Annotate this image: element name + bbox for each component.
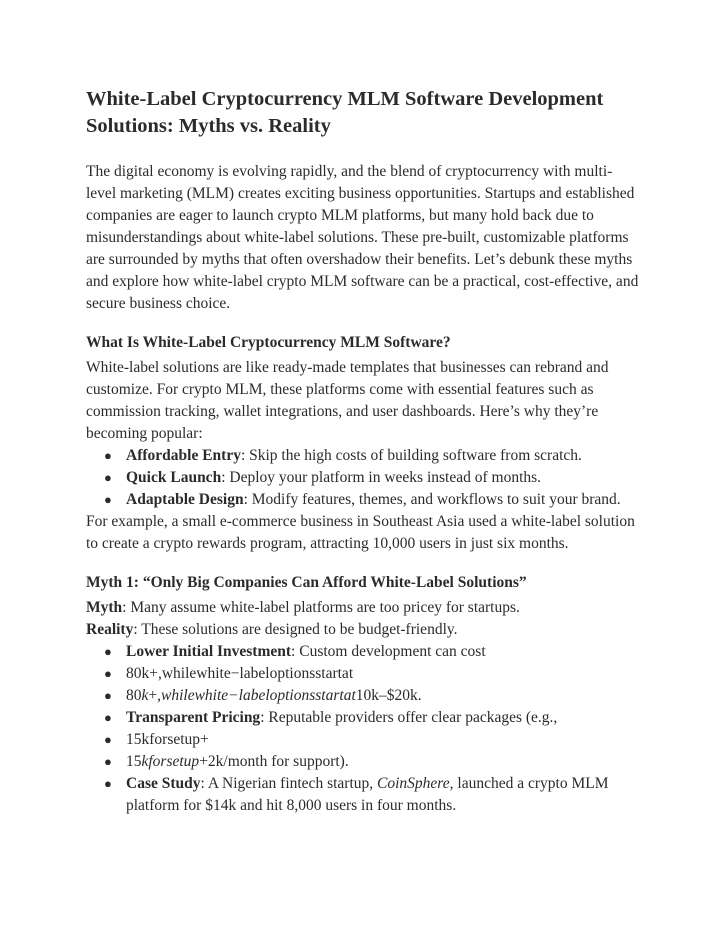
bullet-text-part: , launched a crypto MLM platform for $14k and hit 8,000 users in four months. <box>126 775 609 814</box>
bullet-bold-label: Case Study <box>126 775 201 792</box>
list-item <box>104 773 640 817</box>
bullet-text: 15kforsetup+ <box>126 731 209 748</box>
bullet-text: : Modify features, themes, and workflows to suit your brand. <box>243 491 621 508</box>
myth-line <box>86 597 640 619</box>
list-item <box>104 641 640 663</box>
bullet-bold-label: Adaptable Design <box>126 491 244 508</box>
list-item <box>104 729 640 751</box>
bullet-icon: ● <box>104 448 112 463</box>
bullet-icon: ● <box>104 644 112 659</box>
bullet-icon: ● <box>104 776 112 791</box>
reality-label: Reality <box>86 621 134 638</box>
bullet-icon: ● <box>104 732 112 747</box>
list-item <box>104 445 640 467</box>
bullet-bold-label: Quick Launch <box>126 469 222 486</box>
bullet-text-part: : A Nigerian fintech startup, <box>200 775 378 792</box>
bullet-icon: ● <box>104 754 112 769</box>
list-item <box>104 751 640 773</box>
page-title: White-Label Cryptocurrency MLM Software Development Solutions: Myths vs. Reality <box>86 88 604 137</box>
bullet-text: : Reputable providers offer clear packages (e.g., <box>260 709 558 726</box>
myth-label: Myth <box>86 599 123 616</box>
list-item <box>104 663 640 685</box>
bullet-icon: ● <box>104 492 112 507</box>
bullet-bold-label: Lower Initial Investment <box>126 643 292 660</box>
bullet-text: : Skip the high costs of building software from scratch. <box>240 447 582 464</box>
bullet-italic-part: kforsetup <box>141 753 200 770</box>
section-heading-myth-1: Myth 1: “Only Big Companies Can Afford White-Label Solutions” <box>86 574 527 591</box>
bullet-icon: ● <box>104 666 112 681</box>
example-paragraph: For example, a small e-commerce business in Southeast Asia used a white-label solution to create a crypto rewards program, attracting 10,000 users in just six months. <box>86 513 635 552</box>
bullet-text-part: +, <box>148 687 162 704</box>
bullet-text: 80k+,whilewhite−labeloptionsstartat <box>126 665 354 682</box>
section1-body: White-label solutions are like ready-made templates that businesses can rebrand and customize. For crypto MLM, these platforms come with essential features such as commission tracking, wallet integrations, and user dashboards. Here’s why they’re becoming popular: <box>86 359 609 442</box>
bullet-text: : Custom development can cost <box>291 643 486 660</box>
company-name: CoinSphere <box>377 775 450 792</box>
bullet-italic-part: whilewhite−labeloptionsstartat <box>161 687 356 704</box>
list-item <box>104 685 640 707</box>
bullet-text-part: 80 <box>126 687 142 704</box>
list-item <box>104 467 640 489</box>
bullet-bold-label: Affordable Entry <box>126 447 241 464</box>
bullet-text: : Deploy your platform in weeks instead of months. <box>221 469 542 486</box>
reality-line <box>86 619 640 641</box>
bullet-text-part: 10k–$20k. <box>355 687 422 704</box>
bullet-text-part: +2k/month for support). <box>199 753 349 770</box>
reality-text: : These solutions are designed to be budget-friendly. <box>133 621 458 638</box>
bullet-icon: ● <box>104 710 112 725</box>
bullet-italic-part: k <box>141 687 149 704</box>
bullet-text-part: 15 <box>126 753 142 770</box>
bullet-icon: ● <box>104 470 112 485</box>
bullet-bold-label: Transparent Pricing <box>126 709 261 726</box>
bullet-icon: ● <box>104 688 112 703</box>
reality-list <box>86 641 640 817</box>
myth-text: : Many assume white-label platforms are too pricey for startups. <box>122 599 520 616</box>
list-item <box>104 489 640 511</box>
list-item <box>104 707 640 729</box>
section-heading-what-is: What Is White-Label Cryptocurrency MLM Software? <box>86 334 451 351</box>
benefits-list <box>86 445 640 511</box>
intro-paragraph: The digital economy is evolving rapidly, and the blend of cryptocurrency with multi-level marketing (MLM) creates exciting business opportunities. Startups and established companies are eager to launch crypto MLM platforms, but many hold back due to misunderstandings about white-label solutions. These pre-built, customizable platforms are surrounded by myths that often overshadow their benefits. Let’s debunk these myths and explore how white-label crypto MLM software can be a practical, cost-effective, and secure business choice. <box>86 163 639 312</box>
